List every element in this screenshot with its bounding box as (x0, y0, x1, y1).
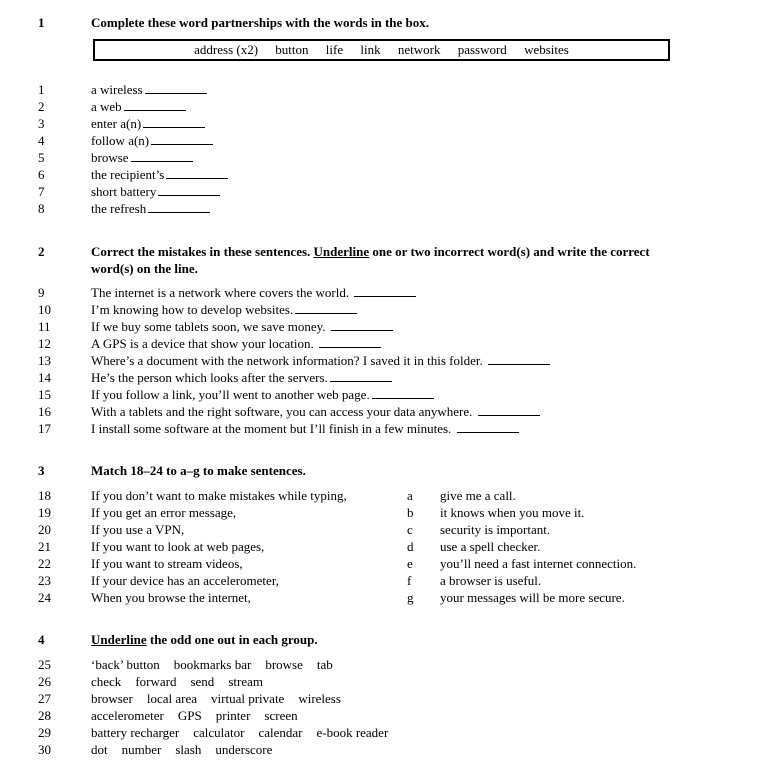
instruction-part: Correct the mistakes in these sentences. (91, 244, 314, 259)
match-row (0, 555, 777, 572)
item-number: 23 (38, 573, 51, 588)
exercise-item (0, 403, 777, 420)
item-number: 7 (38, 184, 45, 199)
group-word[interactable]: local area (146, 691, 198, 706)
group-word[interactable]: accelerometer (91, 708, 164, 723)
item-number: 12 (38, 336, 51, 351)
item-text: With a tablets and the right software, you can access your data anywhere. (91, 404, 473, 419)
item-text: The internet is a network where covers the world. (91, 285, 350, 300)
item-text: follow a(n) (91, 133, 150, 148)
group-word[interactable]: ‘back’ button (91, 657, 160, 672)
group-word[interactable]: battery recharger (91, 725, 180, 740)
instruction-underline: Underline (91, 632, 147, 647)
exercise-item (0, 284, 777, 301)
answer-blank[interactable] (319, 335, 381, 348)
answer-blank[interactable] (354, 284, 416, 297)
answer-blank[interactable] (145, 81, 207, 94)
group-word[interactable]: virtual private (211, 691, 285, 706)
item-text: short battery (91, 184, 157, 199)
box-word: password (457, 42, 507, 57)
item-text: A GPS is a device that show your location. (91, 336, 314, 351)
sentence-ending: your messages will be more secure. (440, 590, 625, 605)
sentence-start: When you browse the internet, (91, 590, 251, 605)
sentence-ending: give me a call. (440, 488, 516, 503)
group-word[interactable]: number (121, 742, 162, 757)
word-group (0, 707, 777, 724)
instruction-underline: Underline (313, 244, 370, 259)
group-word[interactable]: calculator (193, 725, 245, 740)
section-1-instruction: Complete these word partnerships with the words in the box. (91, 15, 429, 30)
answer-blank[interactable] (488, 352, 550, 365)
sentence-ending: a browser is useful. (440, 573, 542, 588)
sentence-ending: it knows when you move it. (440, 505, 585, 520)
match-letter: f (407, 573, 412, 588)
exercise-item (0, 81, 777, 98)
group-word[interactable]: printer (215, 708, 251, 723)
group-word[interactable]: stream (228, 674, 263, 689)
group-word[interactable]: dot (91, 742, 108, 757)
section-4-instruction (91, 631, 651, 648)
item-number: 17 (38, 421, 51, 436)
answer-blank[interactable] (478, 403, 540, 416)
item-number: 18 (38, 488, 51, 503)
sentence-start: If you don’t want to make mistakes while typing, (91, 488, 347, 503)
group-word[interactable]: calendar (258, 725, 303, 740)
exercise-item (0, 200, 777, 217)
item-number: 16 (38, 404, 51, 419)
exercise-item (0, 98, 777, 115)
box-word: button (275, 42, 309, 57)
group-word[interactable]: slash (175, 742, 202, 757)
item-number: 1 (38, 82, 45, 97)
match-row (0, 487, 777, 504)
item-text: He’s the person which looks after the servers. (91, 370, 328, 385)
sentence-ending: security is important. (440, 522, 551, 537)
group-word[interactable]: GPS (177, 708, 202, 723)
section-2-number: 2 (38, 244, 45, 259)
item-text: a wireless (91, 82, 143, 97)
sentence-start: If your device has an accelerometer, (91, 573, 279, 588)
group-word[interactable]: forward (135, 674, 177, 689)
group-word[interactable]: check (91, 674, 122, 689)
exercise-item (0, 352, 777, 369)
match-row (0, 504, 777, 521)
item-number: 2 (38, 99, 45, 114)
exercise-item (0, 369, 777, 386)
item-number: 20 (38, 522, 51, 537)
word-group (0, 690, 777, 707)
sentence-start: If you want to stream videos, (91, 556, 243, 571)
word-group (0, 741, 777, 758)
instruction-part: one or two incorrect word(s) and write the correct word(s) on the line. (91, 244, 650, 276)
item-number: 15 (38, 387, 51, 402)
sentence-ending: use a spell checker. (440, 539, 541, 554)
box-word: network (397, 42, 441, 57)
item-text: enter a(n) (91, 116, 142, 131)
answer-blank[interactable] (372, 386, 434, 399)
section-3-number: 3 (38, 463, 45, 478)
item-text: the refresh (91, 201, 147, 216)
item-number: 14 (38, 370, 51, 385)
item-number: 5 (38, 150, 45, 165)
item-number: 24 (38, 590, 51, 605)
sentence-start: If you get an error message, (91, 505, 237, 520)
answer-blank[interactable] (151, 132, 213, 145)
item-number: 22 (38, 556, 51, 571)
exercise-item (0, 132, 777, 149)
match-letter: a (407, 488, 413, 503)
item-number: 30 (38, 742, 51, 757)
item-number: 8 (38, 201, 45, 216)
instruction-part: the odd one out in each group. (146, 632, 318, 647)
answer-blank[interactable] (295, 301, 357, 314)
item-text: Where’s a document with the network information? I saved it in this folder. (91, 353, 483, 368)
item-text: I’m knowing how to develop websites. (91, 302, 294, 317)
group-word[interactable]: screen (264, 708, 298, 723)
answer-blank[interactable] (331, 318, 393, 331)
box-word: address (x2) (194, 42, 259, 57)
box-word: websites (524, 42, 569, 57)
section-4-number: 4 (38, 632, 45, 647)
match-letter: e (407, 556, 413, 571)
answer-blank[interactable] (158, 183, 220, 196)
match-row (0, 521, 777, 538)
item-number: 26 (38, 674, 51, 689)
item-number: 4 (38, 133, 45, 148)
answer-blank[interactable] (131, 149, 193, 162)
answer-blank[interactable] (166, 166, 228, 179)
group-word[interactable]: e-book reader (316, 725, 389, 740)
item-number: 11 (38, 319, 51, 334)
group-word[interactable]: send (190, 674, 215, 689)
word-box (93, 39, 670, 61)
exercise-item (0, 166, 777, 183)
word-group (0, 673, 777, 690)
box-word: life (325, 42, 344, 57)
exercise-item (0, 183, 777, 200)
item-number: 3 (38, 116, 45, 131)
answer-blank[interactable] (330, 369, 392, 382)
item-number: 21 (38, 539, 51, 554)
match-letter: d (407, 539, 414, 554)
match-row (0, 538, 777, 555)
item-number: 9 (38, 285, 45, 300)
sentence-start: If you want to look at web pages, (91, 539, 265, 554)
match-letter: b (407, 505, 414, 520)
answer-blank[interactable] (143, 115, 205, 128)
item-number: 29 (38, 725, 51, 740)
match-letter: g (407, 590, 414, 605)
item-number: 25 (38, 657, 51, 672)
exercise-item (0, 149, 777, 166)
word-group (0, 724, 777, 741)
item-number: 13 (38, 353, 51, 368)
item-number: 28 (38, 708, 51, 723)
item-text: browse (91, 150, 129, 165)
match-row (0, 572, 777, 589)
word-group (0, 656, 777, 673)
item-text: a web (91, 99, 122, 114)
match-letter: c (407, 522, 413, 537)
exercise-item (0, 335, 777, 352)
answer-blank[interactable] (124, 98, 186, 111)
group-word[interactable]: wireless (298, 691, 341, 706)
item-number: 10 (38, 302, 51, 317)
item-text: I install some software at the moment but I’ll finish in a few minutes. (91, 421, 452, 436)
box-word: link (360, 42, 381, 57)
section-1-number: 1 (38, 15, 45, 30)
exercise-item (0, 386, 777, 403)
item-text: the recipient’s (91, 167, 165, 182)
exercise-item (0, 318, 777, 335)
exercise-item (0, 301, 777, 318)
item-number: 6 (38, 167, 45, 182)
item-text: If we buy some tablets soon, we save money. (91, 319, 326, 334)
section-3-instruction: Match 18–24 to a–g to make sentences. (91, 463, 306, 478)
answer-blank[interactable] (148, 200, 210, 213)
exercise-item (0, 115, 777, 132)
group-word[interactable]: browser (91, 691, 133, 706)
group-word[interactable]: underscore (215, 742, 273, 757)
match-row (0, 589, 777, 606)
section-2-instruction (91, 243, 651, 277)
group-word[interactable]: bookmarks bar (173, 657, 252, 672)
sentence-ending: you’ll need a fast internet connection. (440, 556, 637, 571)
group-word[interactable]: browse (265, 657, 303, 672)
item-text: If you follow a link, you’ll went to another web page. (91, 387, 370, 402)
item-number: 19 (38, 505, 51, 520)
group-word[interactable]: tab (316, 657, 333, 672)
answer-blank[interactable] (457, 420, 519, 433)
sentence-start: If you use a VPN, (91, 522, 185, 537)
exercise-item (0, 420, 777, 437)
item-number: 27 (38, 691, 51, 706)
